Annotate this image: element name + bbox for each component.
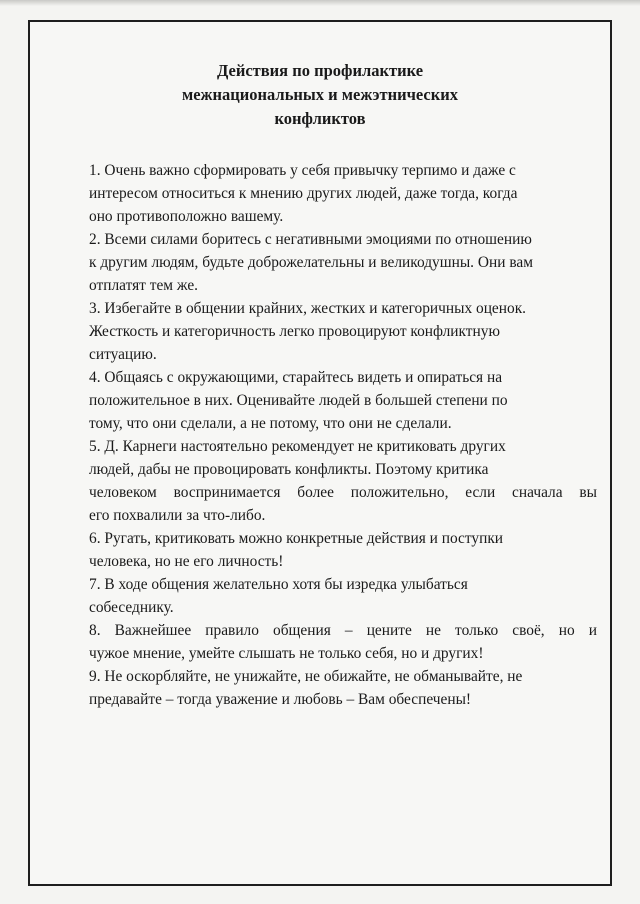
item-1-line-3: оно противоположно вашему.: [89, 208, 284, 225]
list-item-5: [89, 435, 597, 527]
item-6-line-2: человека, но не его личность!: [89, 553, 284, 570]
item-2-line-1: 2. Всеми силами боритесь с негативными эмоциями по отношению: [89, 231, 532, 248]
item-1-line-1: 1. Очень важно сформировать у себя привычку терпимо и даже с: [89, 162, 516, 179]
list-item-4: [89, 366, 597, 435]
list-item-7: [89, 573, 597, 619]
list-item-8: [89, 619, 597, 665]
item-2-line-3: отплатят тем же.: [89, 277, 198, 294]
item-7-line-2: собеседнику.: [89, 599, 174, 616]
item-7-line-1: 7. В ходе общения желательно хотя бы изредка улыбаться: [89, 576, 468, 593]
title-line-1: Действия по профилактике: [216, 61, 424, 80]
list-item-3: [89, 297, 597, 366]
item-3-line-2: Жесткость и категоричность легко провоцируют конфликтную: [89, 323, 500, 340]
list-item-6: [89, 527, 597, 573]
item-4-line-3: тому, что они сделали, а не потому, что они не сделали.: [89, 415, 452, 432]
list-item-1: [89, 159, 597, 228]
list-item-9: [89, 665, 597, 711]
item-5-line-2: людей, дабы не провоцировать конфликты. Поэтому критика: [89, 461, 489, 478]
item-8-line-2: чужое мнение, умейте слышать не только себя, но и других!: [89, 645, 484, 662]
scan-top-edge: [0, 0, 640, 6]
item-4-line-1: 4. Общаясь с окружающими, старайтесь видеть и опираться на: [89, 369, 503, 386]
item-5-line-1: 5. Д. Карнеги настоятельно рекомендует не критиковать других: [89, 438, 506, 455]
item-5-line-4: его похвалили за что-либо.: [89, 507, 266, 524]
item-2-line-2: к другим людям, будьте доброжелательны и великодушны. Они вам: [89, 254, 533, 271]
guidelines-list: [89, 159, 597, 711]
title-line-3: конфликтов: [274, 109, 366, 128]
item-6-line-1: 6. Ругать, критиковать можно конкретные действия и поступки: [89, 530, 504, 547]
item-9-line-1: 9. Не оскорбляйте, не унижайте, не обижайте, не обманывайте, не: [89, 668, 523, 685]
item-9-line-2: предавайте – тогда уважение и любовь – Вам обеспечены!: [89, 691, 472, 708]
item-3-line-1: 3. Избегайте в общении крайних, жестких и категоричных оценок.: [89, 300, 527, 317]
item-4-line-2: положительное в них. Оценивайте людей в большей степени по: [89, 392, 508, 409]
title-line-2: межнациональных и межэтнических: [181, 85, 459, 104]
page-title: [0, 59, 640, 131]
item-8-line-1: 8. Важнейшее правило общения – цените не только своё, но и: [89, 622, 597, 639]
list-item-2: [89, 228, 597, 297]
item-3-line-3: ситуацию.: [89, 346, 157, 363]
item-5-line-3: человеком воспринимается более положительно, если сначала вы: [89, 484, 597, 501]
item-1-line-2: интересом относиться к мнению других людей, даже тогда, когда: [89, 185, 518, 202]
